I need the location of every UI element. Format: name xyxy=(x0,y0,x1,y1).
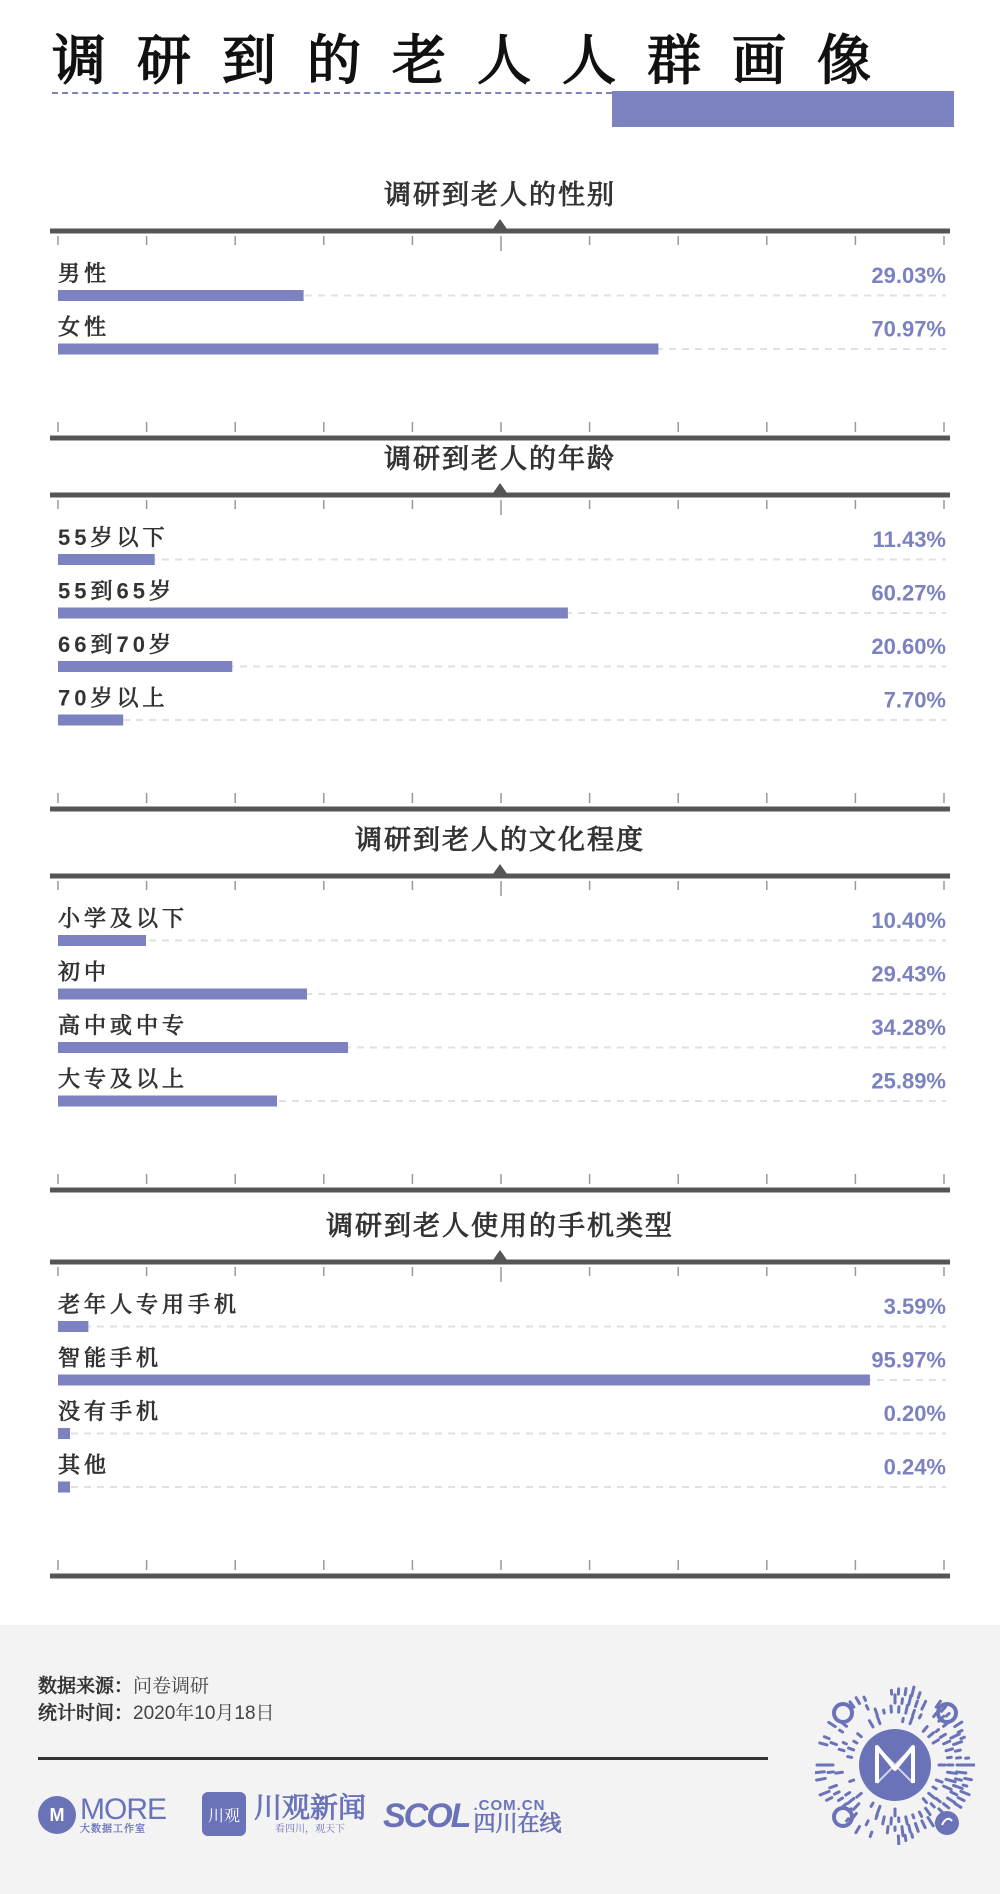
chart-plot xyxy=(50,175,950,444)
bar-value-label: 60.27% xyxy=(871,580,946,606)
bar xyxy=(58,1482,70,1493)
bar-value-label: 11.43% xyxy=(872,527,946,552)
chart-gender xyxy=(50,175,950,444)
more-logo-sub: 大数据工作室 xyxy=(80,1824,146,1835)
stat-time xyxy=(38,1698,275,1725)
bar-category-label: 小学及以下 xyxy=(58,906,189,931)
stat-time-label: 统计时间： xyxy=(38,1703,134,1724)
stat-time-value: 2020年10月18日 xyxy=(133,1703,275,1724)
bar-value-label: 95.97% xyxy=(871,1347,946,1373)
bar-category-label: 55到65岁 xyxy=(58,578,175,604)
bar xyxy=(58,1428,70,1439)
more-logo xyxy=(38,1795,166,1835)
chart-title: 调研到老人使用的手机类型 xyxy=(326,1211,674,1241)
chuanguan-logo-slogan: 看四川，观天下 xyxy=(275,1823,345,1835)
chart-title: 调研到老人的文化程度 xyxy=(355,825,645,855)
bar-value-label: 29.03% xyxy=(871,263,946,288)
bar-category-label: 老年人专用手机 xyxy=(58,1292,241,1317)
bar xyxy=(58,989,307,1000)
footer-divider xyxy=(38,1757,768,1760)
bar-category-label: 高中或中专 xyxy=(58,1013,189,1038)
scol-logo-cn: 四川在线 xyxy=(473,1811,562,1836)
bar-value-label: 70.97% xyxy=(871,316,946,342)
frame-pointer xyxy=(493,483,507,493)
bar xyxy=(58,661,232,672)
chart-title: 调研到老人的年龄 xyxy=(384,444,616,474)
chart-title: 调研到老人的性别 xyxy=(384,180,616,210)
frame-pointer xyxy=(493,219,507,229)
bar-category-label: 大专及以上 xyxy=(58,1066,189,1092)
bar xyxy=(58,554,155,565)
data-source xyxy=(38,1671,209,1698)
bar-value-label: 20.60% xyxy=(871,634,946,659)
bar xyxy=(58,290,304,301)
more-logo-name: MORE xyxy=(80,1793,166,1826)
bar-category-label: 其他 xyxy=(58,1452,111,1478)
chart-plot xyxy=(50,820,950,1196)
frame-pointer xyxy=(493,1250,507,1260)
bar-category-label: 智能手机 xyxy=(58,1345,163,1371)
bar-category-label: 男性 xyxy=(58,261,111,286)
chart-education xyxy=(50,820,950,1196)
frame-pointer xyxy=(493,864,507,874)
bar xyxy=(58,1042,348,1053)
bar-value-label: 10.40% xyxy=(871,908,946,933)
title-accent-bar xyxy=(612,91,954,127)
bar-category-label: 55岁以下 xyxy=(58,525,169,550)
chuanguan-logo-mark: 川观 xyxy=(202,1792,246,1836)
mini-program-code-icon[interactable] xyxy=(815,1685,975,1845)
bar xyxy=(58,715,123,726)
scol-logo-domain: .COM.CN xyxy=(473,1797,546,1814)
bar-value-label: 0.24% xyxy=(883,1454,946,1480)
chart-phone-type xyxy=(50,1206,950,1582)
title-dashed-rule xyxy=(52,92,612,94)
bar-value-label: 25.89% xyxy=(871,1068,946,1094)
bar-value-label: 29.43% xyxy=(871,961,946,987)
bar-category-label: 没有手机 xyxy=(58,1399,163,1424)
page-title: 调研到的老人人群画像 xyxy=(52,31,902,91)
bar-value-label: 7.70% xyxy=(883,687,946,713)
bar xyxy=(58,1096,277,1107)
bar xyxy=(58,608,568,619)
data-source-label: 数据来源： xyxy=(38,1676,134,1697)
chuanguan-logo xyxy=(202,1792,366,1836)
bar xyxy=(58,1321,88,1332)
bar xyxy=(58,935,146,946)
scol-logo xyxy=(383,1797,561,1836)
scol-logo-name: SCOL xyxy=(383,1797,470,1835)
bar-category-label: 70岁以上 xyxy=(58,685,169,711)
bar xyxy=(58,1375,870,1386)
bar-value-label: 34.28% xyxy=(871,1015,946,1040)
bar-category-label: 初中 xyxy=(58,959,111,985)
footer xyxy=(0,1625,1000,1894)
data-source-value: 问卷调研 xyxy=(133,1676,210,1697)
bar-value-label: 3.59% xyxy=(883,1294,946,1319)
chart-age xyxy=(50,439,950,815)
bar-value-label: 0.20% xyxy=(883,1401,946,1426)
chuanguan-logo-name: 川观新闻 xyxy=(254,1790,367,1824)
more-logo-mark: M xyxy=(38,1796,76,1834)
chart-plot xyxy=(50,1206,950,1582)
chart-plot xyxy=(50,439,950,815)
bar-category-label: 66到70岁 xyxy=(58,632,175,657)
bar-category-label: 女性 xyxy=(58,314,111,340)
bar xyxy=(58,344,658,355)
